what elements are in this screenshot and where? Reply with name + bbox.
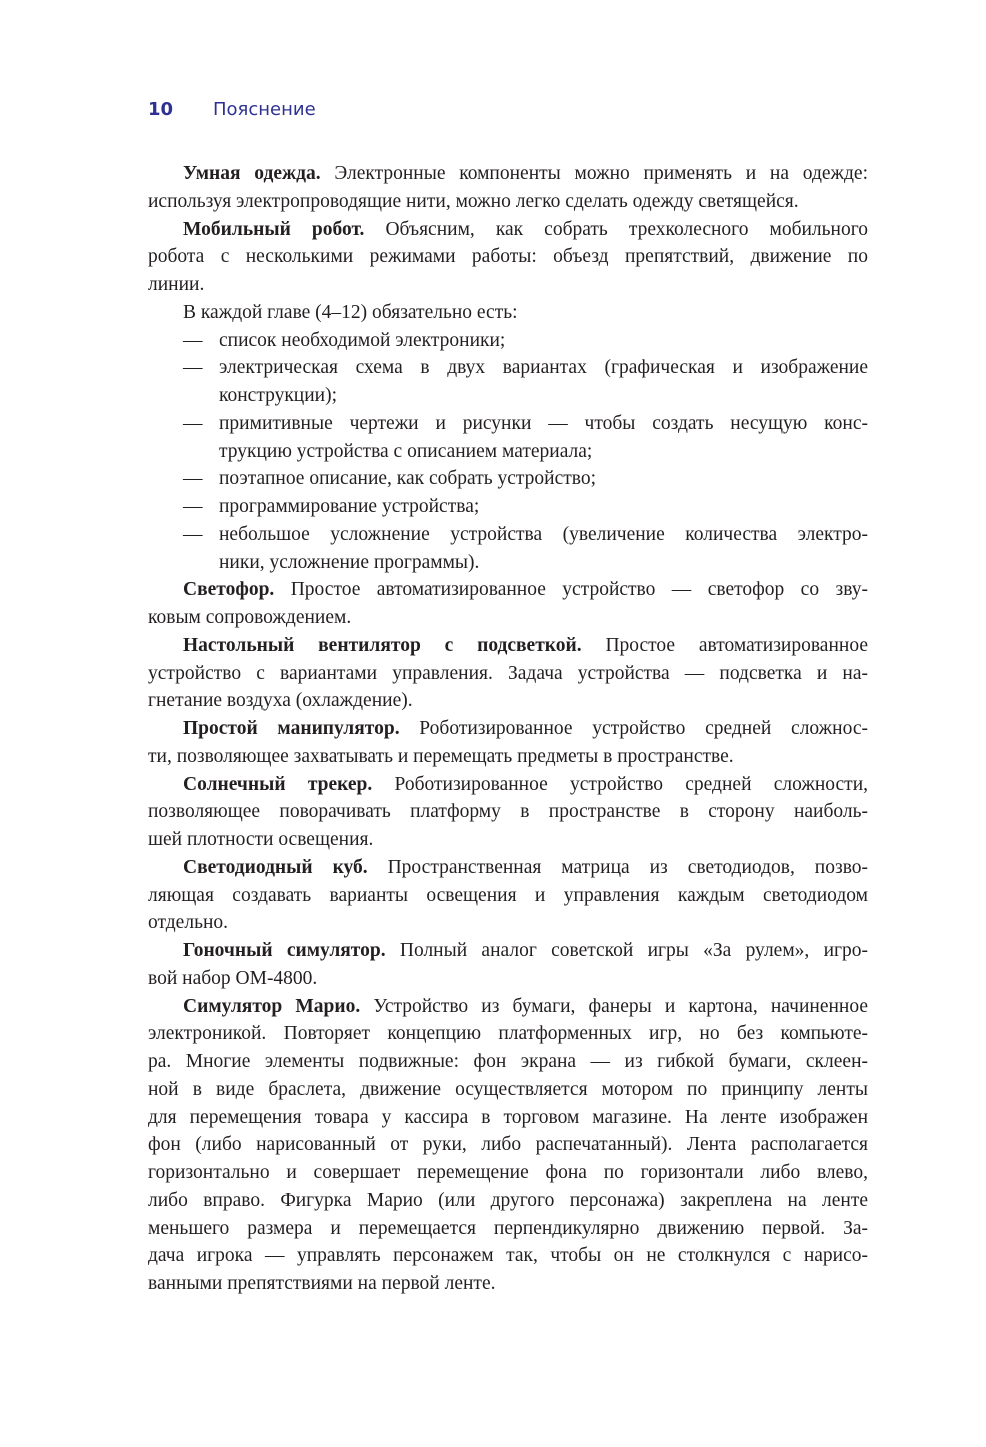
line-text: поэтапное описание, как собрать устройство; <box>219 468 597 490</box>
line-text: фон (либо нарисованный от руки, либо распечатанный). Лента располагается <box>148 1134 868 1156</box>
paragraph-line <box>148 1187 868 1215</box>
line-text: робота с несколькими режимами работы: объезд препятствий, движение по <box>148 246 868 268</box>
list-dash: — <box>183 523 203 545</box>
line-text: ной в виде браслета, движение осуществляется мотором по принципу ленты <box>148 1078 868 1100</box>
paragraph-line <box>148 1270 868 1298</box>
bold-lead: Простой манипулятор. <box>183 718 400 739</box>
paragraph-line <box>148 1159 868 1187</box>
paragraph-line <box>148 299 868 327</box>
list-item-line <box>148 493 868 521</box>
paragraph-line <box>148 216 868 244</box>
line-text: либо вправо. Фигурка Марио (или другого персонажа) закреплена на ленте <box>148 1189 868 1211</box>
paragraph-line <box>148 715 868 743</box>
paragraph-line <box>148 188 868 216</box>
paragraph-line <box>148 660 868 688</box>
paragraph-line <box>148 798 868 826</box>
paragraph-line <box>148 160 868 188</box>
line-text: ники, усложнение программы). <box>219 551 480 573</box>
paragraph-line <box>148 882 868 910</box>
paragraph-line <box>148 909 868 937</box>
bold-lead: Настольный вентилятор с подсветкой. <box>183 634 582 656</box>
line-text: список необходимой электроники; <box>219 329 506 351</box>
line-text: ти, позволяющее захватывать и перемещать предметы в пространстве. <box>148 745 734 767</box>
line-text: трукцию устройства с описанием материала; <box>219 440 593 462</box>
list-dash: — <box>183 412 203 434</box>
running-header <box>148 99 316 120</box>
line-text: для перемещения товара у кассира в торговом магазине. На ленте изображен <box>148 1106 868 1128</box>
paragraph-line <box>148 993 868 1021</box>
line-text: Полный аналог советской игры «За рулем», игро- <box>385 940 868 961</box>
paragraph-line <box>148 965 868 993</box>
section-title: Пояснение <box>213 99 316 120</box>
line-text: вой набор ОМ-4800. <box>148 967 318 989</box>
line-text: Простое автоматизированное <box>581 634 868 656</box>
line-text: Устройство из бумаги, фанеры и картона, начиненное <box>360 995 868 1017</box>
line-text: Роботизированное устройство средней сложнос- <box>399 718 868 739</box>
line-text: дача игрока — управлять персонажем так, чтобы он не столкнулся с нарисо- <box>148 1245 868 1267</box>
line-text: Пространственная матрица из светодиодов, позво- <box>367 856 869 878</box>
paragraph-line <box>148 1048 868 1076</box>
paragraph-line <box>148 1020 868 1048</box>
line-text: небольшое усложнение устройства (увеличение количества электро- <box>219 523 868 545</box>
line-text: Простое автоматизированное устройство — светофор со зву- <box>274 579 868 601</box>
line-text: Электронные компоненты можно применять и на одежде: <box>320 163 868 184</box>
paragraph-line <box>148 271 868 299</box>
line-text: Объясним, как собрать трехколесного мобильного <box>364 218 868 240</box>
line-text: В каждой главе (4–12) обязательно есть: <box>183 301 518 323</box>
line-text: шей плотности освещения. <box>148 829 374 850</box>
list-item-line <box>148 549 868 577</box>
paragraph-line <box>148 687 868 715</box>
line-text: ра. Многие элементы подвижные: фон экрана — из гибкой бумаги, склеен- <box>148 1051 868 1072</box>
line-text: ванными препятствиями на первой ленте. <box>148 1273 496 1294</box>
line-text: ковым сопровождением. <box>148 607 352 628</box>
line-text: электрическая схема в двух вариантах (графическая и изображение <box>219 357 868 379</box>
bold-lead: Светодиодный куб. <box>183 856 368 878</box>
line-text: используя электропроводящие нити, можно легко сделать одежду светящейся. <box>148 190 799 212</box>
paragraph-line <box>148 854 868 882</box>
list-item-line <box>148 521 868 549</box>
line-text: программирование устройства; <box>219 496 480 517</box>
bold-lead: Светофор. <box>183 579 275 601</box>
list-item-line <box>148 410 868 438</box>
line-text: конструкции); <box>219 385 338 406</box>
list-item-line <box>148 465 868 493</box>
paragraph-line <box>148 937 868 965</box>
line-text: примитивные чертежи и рисунки — чтобы создать несущую конс- <box>219 412 868 434</box>
paragraph-line <box>148 1076 868 1104</box>
bold-lead: Мобильный робот. <box>183 218 365 240</box>
paragraph-line <box>148 826 868 854</box>
line-text: гнетание воздуха (охлаждение). <box>148 690 413 712</box>
line-text: меньшего размера и перемещается перпендикулярно движению первой. За- <box>148 1217 868 1239</box>
paragraph-line <box>148 632 868 660</box>
paragraph-line <box>148 1131 868 1159</box>
paragraph-line <box>148 604 868 632</box>
list-dash: — <box>183 357 203 379</box>
line-text: позволяющее поворачивать платформу в пространстве в сторону наиболь- <box>148 801 868 823</box>
line-text: отдельно. <box>148 912 229 934</box>
list-item-line <box>148 354 868 382</box>
bold-lead: Умная одежда. <box>183 163 321 184</box>
bold-lead: Симулятор Марио. <box>183 995 361 1017</box>
paragraph-line <box>148 243 868 271</box>
list-item-line <box>148 327 868 355</box>
paragraph-line <box>148 576 868 604</box>
bold-lead: Солнечный трекер. <box>183 773 373 795</box>
line-text: устройство с вариантами управления. Задача устройства — подсветка и на- <box>148 662 868 684</box>
line-text: горизонтально и совершает перемещение фона по горизонтали либо влево, <box>148 1162 868 1183</box>
list-item-line <box>148 438 868 466</box>
paragraph-line <box>148 743 868 771</box>
page-number: 10 <box>148 99 174 120</box>
line-text: линии. <box>148 274 205 295</box>
paragraph-line <box>148 771 868 799</box>
line-text: Роботизированное устройство средней сложности, <box>372 773 869 795</box>
line-text: ляющая создавать варианты освещения и управления каждым светодиодом <box>148 884 868 906</box>
list-dash: — <box>183 329 203 351</box>
list-dash: — <box>183 496 203 517</box>
list-item-line <box>148 382 868 410</box>
paragraph-line <box>148 1104 868 1132</box>
body-text <box>148 160 868 1298</box>
paragraph-line <box>148 1215 868 1243</box>
bold-lead: Гоночный симулятор. <box>183 940 386 961</box>
paragraph-line <box>148 1242 868 1270</box>
line-text: электроникой. Повторяет концепцию платформенных игр, но без компьюте- <box>148 1023 868 1045</box>
list-dash: — <box>183 468 203 490</box>
